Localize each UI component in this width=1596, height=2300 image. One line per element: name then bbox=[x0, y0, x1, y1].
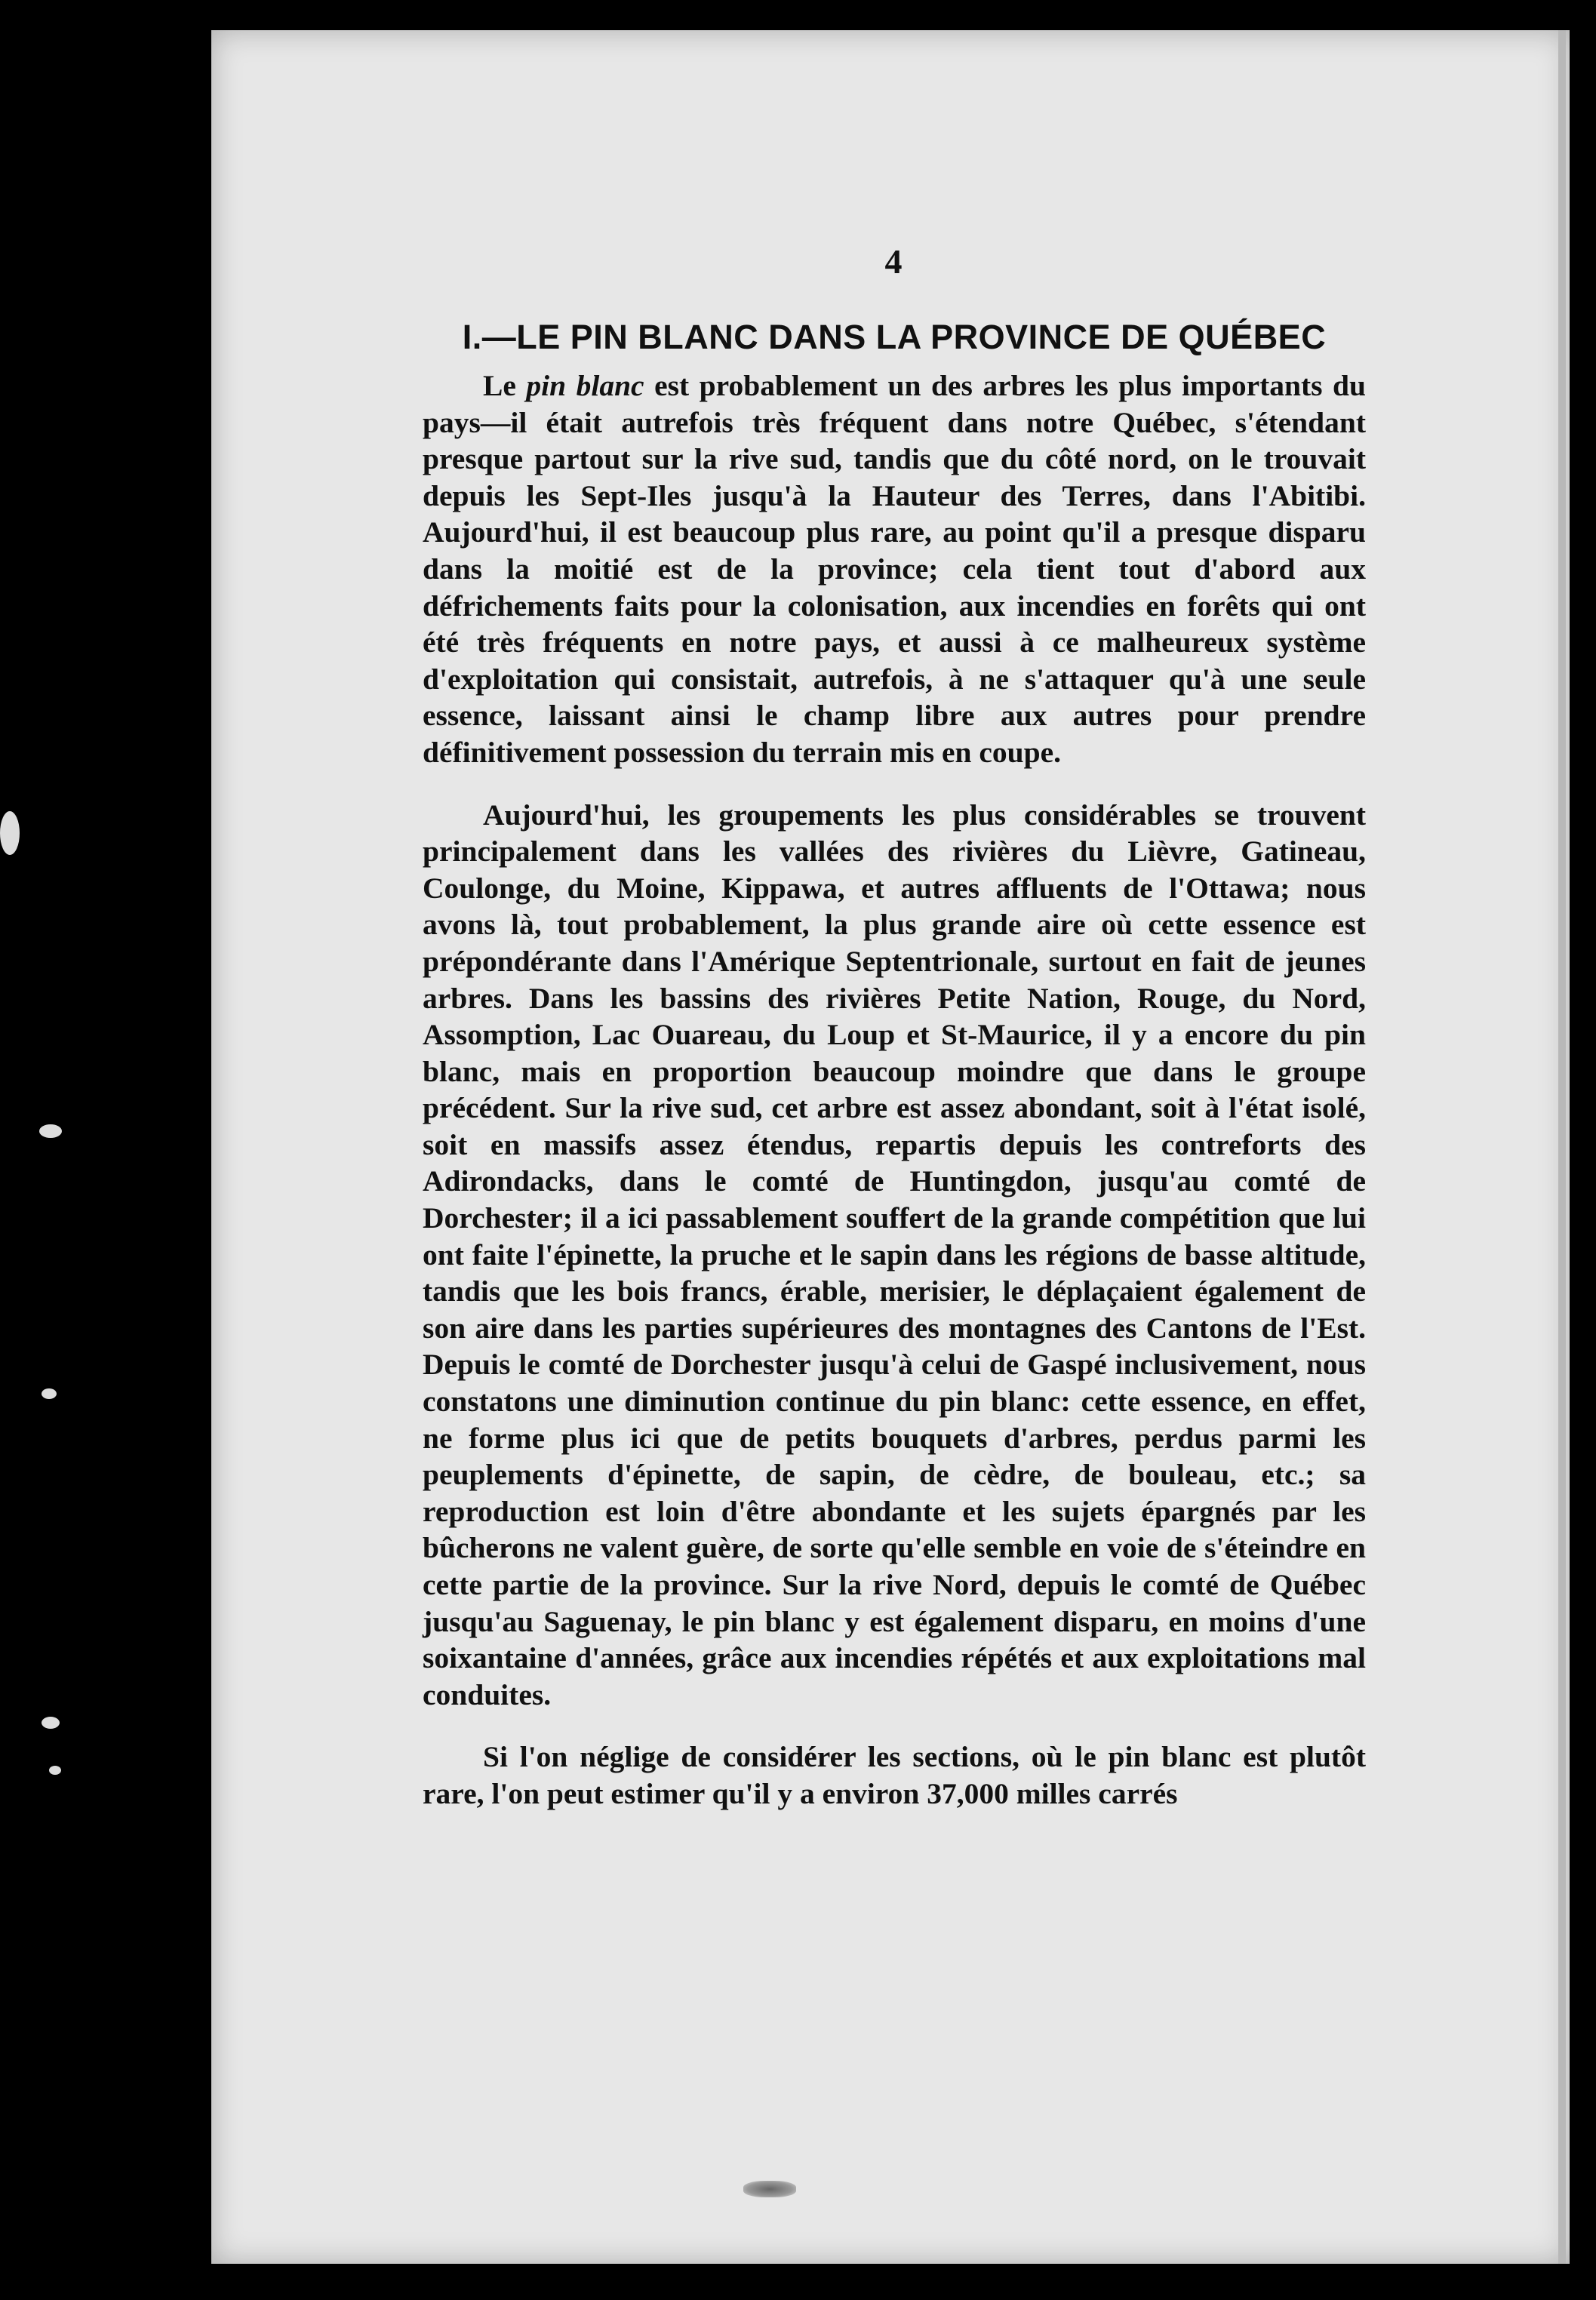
scan-speck bbox=[0, 811, 20, 855]
document-body bbox=[423, 234, 1366, 1838]
paragraph-text: est probablement un des arbres les plus importants du pays—il était autrefois très fréquent dans notre Québec, s'étendant presque partout sur la rive sud, tandis que du côté nord, on le trouvait depuis les Sept-Iles jusqu'à la Hauteur des Terres, dans l'Abitibi. Aujourd'hui, il est beaucoup plus rare, au point qu'il a presque disparu dans la moitié est de la province; cela tient tout d'abord aux défrichements faits pour la colonisation, aux incendies en forêts qui ont été très fréquents en notre pays, et aussi à ce malheureux système d'exploitation qui consistait, autrefois, à ne s'attaquer qu'à une seule essence, laissant ainsi le champ libre aux autres pour prendre définitivement possession du terrain mis en coupe. bbox=[423, 369, 1366, 769]
scan-speck bbox=[42, 1717, 60, 1729]
paragraph bbox=[423, 367, 1366, 771]
scan-speck bbox=[49, 1766, 61, 1775]
section-title: I.—LE PIN BLANC DANS LA PROVINCE DE QUÉBEC bbox=[462, 318, 1327, 356]
scan-speck bbox=[42, 1388, 57, 1399]
emphasized-term: pin blanc bbox=[526, 369, 644, 402]
paragraph: Si l'on néglige de considérer les sections, où le pin blanc est plutôt rare, l'on peut estimer qu'il y a environ 37,000 milles carrés bbox=[423, 1740, 1366, 1810]
paragraph-lead: Le bbox=[483, 369, 527, 402]
scan-smudge bbox=[743, 2181, 796, 2197]
page-number: 4 bbox=[884, 242, 904, 281]
paragraph: Aujourd'hui, les groupements les plus considérables se trouvent principalement dans les vallées des rivières du Lièvre, Gatineau, Coulonge, du Moine, Kippawa, et autres affluents de l'Ottawa; nous avons là, tout probablement, la plus grande aire où cette essence est prépondérante dans l'Amérique Septentrionale, surtout en fait de jeunes arbres. Dans les bassins des rivières Petite Nation, Rouge, du Nord, Assomption, Lac Ouareau, du Loup et St-Maurice, il y a encore du pin blanc, mais en proportion beaucoup moindre que dans le groupe précédent. Sur la rive sud, cet arbre est assez abondant, soit à l'état isolé, soit en massifs assez étendus, repartis depuis les contreforts des Adirondacks, dans le comté de Huntingdon, jusqu'au comté de Dorchester; il a ici passablement souffert de la grande compétition que lui ont faite l'épinette, la pruche et le sapin dans les régions de basse altitude, tandis que les bois francs, érable, merisier, le déplaçaient également de son aire dans les parties supérieures des montagnes des Cantons de l'Est. Depuis le comté de Dorchester jusqu'à celui de Gaspé inclusivement, nous constatons une diminution continue du pin blanc: cette essence, en effet, ne forme plus ici que de petits bouquets d'arbres, perdus parmi les peuplements d'épinette, de sapin, de cèdre, de bouleau, etc.; sa reproduction est loin d'être abondante et les sujets épargnés par les bûcherons ne valent guère, de sorte qu'elle semble en voie de s'éteindre en cette partie de la province. Sur la rive Nord, depuis le comté de Québec jusqu'au Saguenay, le pin blanc y est également disparu, en moins d'une soixantaine d'années, grâce aux incendies répétés et aux exploitations mal conduites. bbox=[423, 798, 1366, 1711]
scan-speck bbox=[39, 1124, 62, 1138]
page-edge bbox=[1558, 30, 1566, 2264]
